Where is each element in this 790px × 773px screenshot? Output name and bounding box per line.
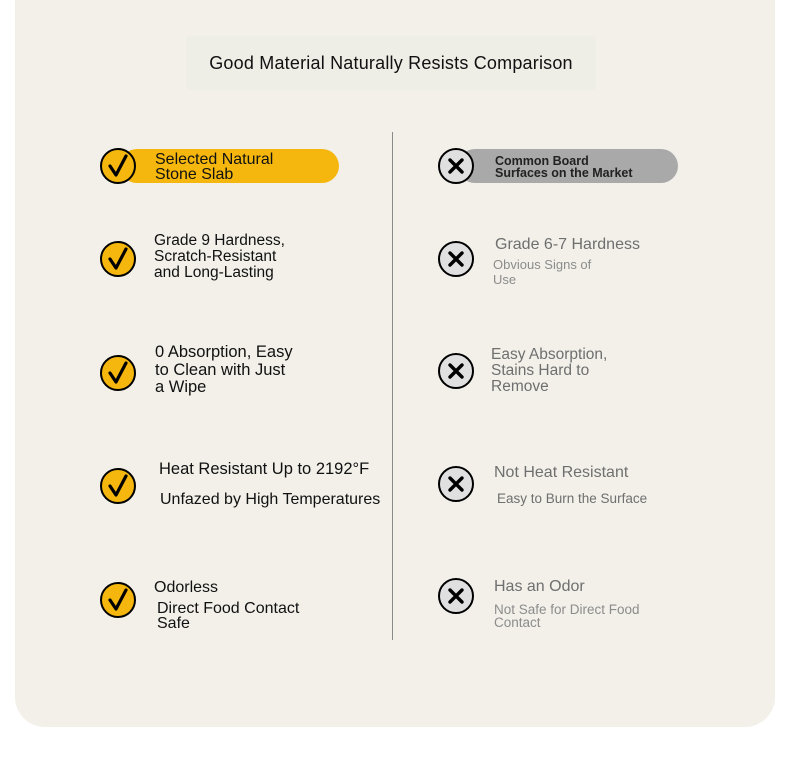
- left-row-3-subtitle: Unfazed by High Temperatures: [160, 491, 381, 508]
- page-title: Good Material Naturally Resists Comparison: [186, 36, 596, 90]
- left-row-3-title: Heat Resistant Up to 2192°F: [159, 460, 370, 478]
- right-row-4-title: Has an Odor: [494, 578, 585, 595]
- natural-stone-header: Selected Natural Stone Slab: [155, 151, 274, 183]
- checkmark-icon: [100, 241, 136, 277]
- cross-icon: [438, 466, 474, 502]
- checkmark-icon: [100, 148, 136, 184]
- left-row-4-title: Odorless: [154, 579, 219, 596]
- column-divider: [392, 132, 393, 640]
- checkmark-icon: [100, 582, 136, 618]
- checkmark-icon: [100, 468, 136, 504]
- cross-icon: [438, 148, 474, 184]
- left-row-1-text: Grade 9 Hardness, Scratch-Resistant and Long-Lasting: [154, 232, 285, 281]
- right-row-2-text: Easy Absorption, Stains Hard to Remove: [491, 346, 608, 395]
- cross-icon: [438, 578, 474, 614]
- left-row-4-subtitle: Direct Food Contact Safe: [157, 600, 300, 632]
- right-row-3-subtitle: Easy to Burn the Surface: [497, 491, 648, 506]
- right-row-1-subtitle: Obvious Signs of Use: [493, 257, 592, 287]
- left-row-2-text: 0 Absorption, Easy to Clean with Just a Wipe: [155, 343, 293, 396]
- right-row-3-title: Not Heat Resistant: [494, 464, 629, 481]
- right-row-4-subtitle: Not Safe for Direct Food Contact: [494, 602, 640, 630]
- cross-icon: [438, 353, 474, 389]
- cross-icon: [438, 241, 474, 277]
- right-row-1-title: Grade 6-7 Hardness: [495, 236, 640, 253]
- common-board-header: Common Board Surfaces on the Market: [495, 154, 633, 180]
- checkmark-icon: [100, 355, 136, 391]
